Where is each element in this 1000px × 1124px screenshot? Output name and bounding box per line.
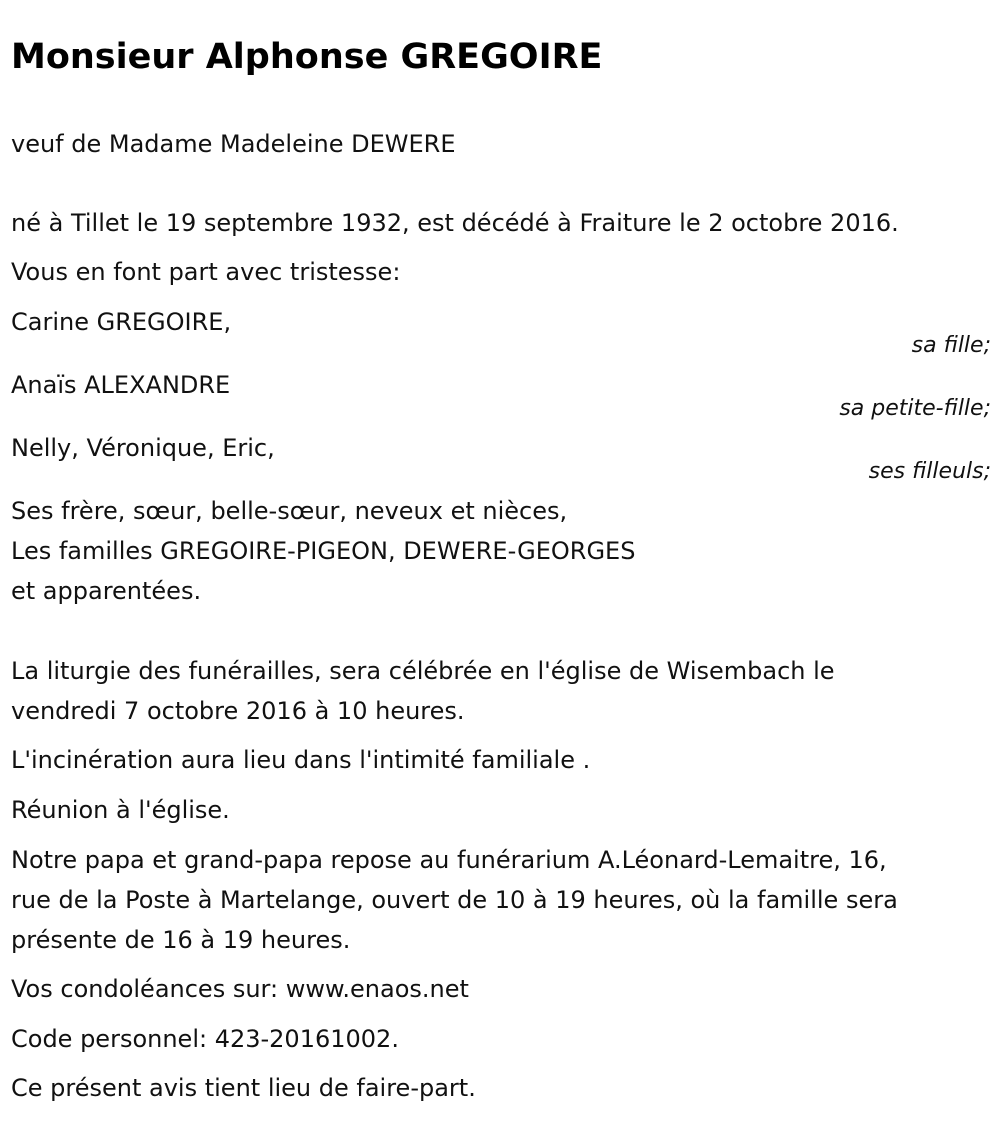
family-member-name: Nelly, Véronique, Eric, [11, 434, 275, 462]
family-member-role: ses filleuls; [868, 459, 991, 484]
deceased-name-title: Monsieur Alphonse GREGOIRE [11, 37, 603, 77]
family-member-role: sa fille; [911, 333, 991, 358]
family-member-name: Carine GREGOIRE, [11, 308, 232, 336]
spouse-line: veuf de Madame Madeleine DEWERE [11, 130, 456, 158]
funeral-home-line: rue de la Poste à Martelange, ouvert de 10 à 19 heures, où la famille sera [11, 886, 898, 914]
personal-code-line: Code personnel: 423-20161002. [11, 1025, 399, 1053]
family-member-name: Anaïs ALEXANDRE [11, 371, 231, 399]
intro-line: Vous en font part avec tristesse: [11, 258, 401, 286]
funeral-home-line: présente de 16 à 19 heures. [11, 926, 351, 954]
relatives-line: Ses frère, sœur, belle-sœur, neveux et nièces, [11, 497, 568, 525]
liturgy-line: vendredi 7 octobre 2016 à 10 heures. [11, 697, 465, 725]
birth-death-line: né à Tillet le 19 septembre 1932, est décédé à Fraiture le 2 octobre 2016. [11, 209, 899, 237]
relatives-line: Les familles GREGOIRE-PIGEON, DEWERE-GEORGES [11, 537, 636, 565]
condolences-line: Vos condoléances sur: www.enaos.net [11, 975, 469, 1003]
relatives-line: et apparentées. [11, 577, 202, 605]
meeting-line: Réunion à l'église. [11, 796, 230, 824]
closing-line: Ce présent avis tient lieu de faire-part. [11, 1074, 476, 1102]
liturgy-line: La liturgie des funérailles, sera célébrée en l'église de Wisembach le [11, 657, 835, 685]
funeral-home-line: Notre papa et grand-papa repose au funérarium A.Léonard-Lemaitre, 16, [11, 846, 887, 874]
cremation-line: L'incinération aura lieu dans l'intimité familiale . [11, 746, 591, 774]
family-member-role: sa petite-fille; [839, 396, 991, 421]
